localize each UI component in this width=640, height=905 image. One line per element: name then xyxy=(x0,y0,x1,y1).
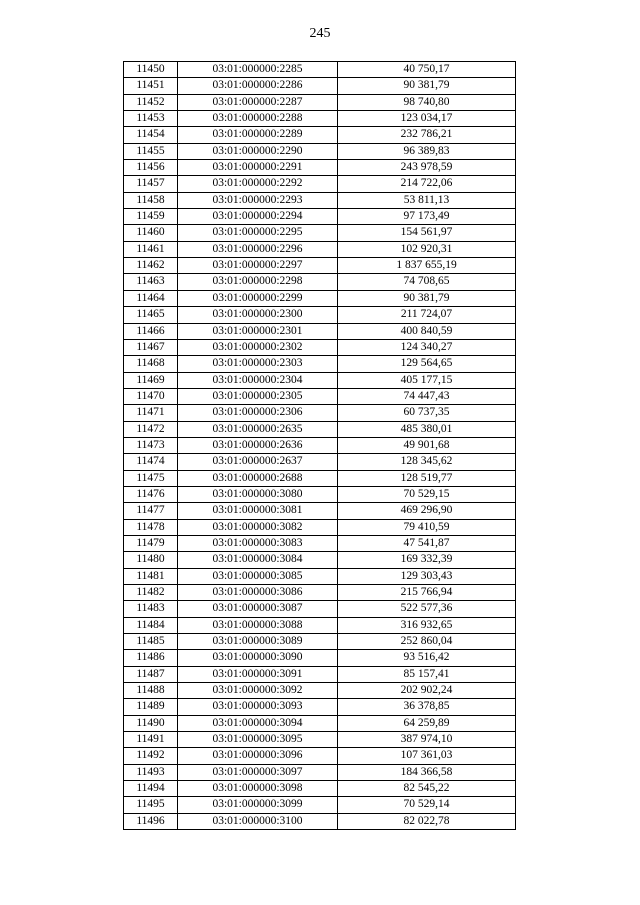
table-row xyxy=(124,535,516,551)
row-number-cell: 11495 xyxy=(124,797,178,813)
cadastral-number-cell: 03:01:000000:2306 xyxy=(178,405,338,421)
row-number-cell: 11488 xyxy=(124,683,178,699)
table-row xyxy=(124,715,516,731)
table-row xyxy=(124,274,516,290)
row-number-cell: 11478 xyxy=(124,519,178,535)
cadastral-value-cell: 184 366,58 xyxy=(338,764,516,780)
cadastral-number-cell: 03:01:000000:3100 xyxy=(178,813,338,829)
row-number-cell: 11462 xyxy=(124,258,178,274)
cadastral-number-cell: 03:01:000000:3096 xyxy=(178,748,338,764)
row-number-cell: 11484 xyxy=(124,617,178,633)
cadastral-value-cell: 252 860,04 xyxy=(338,634,516,650)
cadastral-number-cell: 03:01:000000:2294 xyxy=(178,209,338,225)
table-row xyxy=(124,127,516,143)
cadastral-value-cell: 79 410,59 xyxy=(338,519,516,535)
table-row xyxy=(124,732,516,748)
table-row xyxy=(124,650,516,666)
cadastral-value-cell: 1 837 655,19 xyxy=(338,258,516,274)
cadastral-value-cell: 96 389,83 xyxy=(338,143,516,159)
cadastral-value-cell: 60 737,35 xyxy=(338,405,516,421)
cadastral-value-cell: 485 380,01 xyxy=(338,421,516,437)
cadastral-value-cell: 202 902,24 xyxy=(338,683,516,699)
cadastral-number-cell: 03:01:000000:2636 xyxy=(178,437,338,453)
row-number-cell: 11452 xyxy=(124,94,178,110)
cadastral-number-cell: 03:01:000000:3086 xyxy=(178,585,338,601)
cadastral-number-cell: 03:01:000000:3082 xyxy=(178,519,338,535)
row-number-cell: 11457 xyxy=(124,176,178,192)
table-row xyxy=(124,62,516,78)
cadastral-value-cell: 128 345,62 xyxy=(338,454,516,470)
table-row xyxy=(124,405,516,421)
table-row xyxy=(124,160,516,176)
table-row xyxy=(124,192,516,208)
table-row xyxy=(124,176,516,192)
cadastral-value-cell: 98 740,80 xyxy=(338,94,516,110)
row-number-cell: 11460 xyxy=(124,225,178,241)
row-number-cell: 11456 xyxy=(124,160,178,176)
cadastral-number-cell: 03:01:000000:2295 xyxy=(178,225,338,241)
cadastral-number-cell: 03:01:000000:2288 xyxy=(178,111,338,127)
table-row xyxy=(124,634,516,650)
row-number-cell: 11483 xyxy=(124,601,178,617)
cadastral-value-cell: 211 724,07 xyxy=(338,307,516,323)
cadastral-value-cell: 74 447,43 xyxy=(338,388,516,404)
cadastral-number-cell: 03:01:000000:2301 xyxy=(178,323,338,339)
cadastral-value-cell: 82 545,22 xyxy=(338,781,516,797)
cadastral-number-cell: 03:01:000000:2286 xyxy=(178,78,338,94)
row-number-cell: 11485 xyxy=(124,634,178,650)
cadastral-number-cell: 03:01:000000:2291 xyxy=(178,160,338,176)
table-row xyxy=(124,258,516,274)
cadastral-number-cell: 03:01:000000:2688 xyxy=(178,470,338,486)
table-row xyxy=(124,617,516,633)
row-number-cell: 11493 xyxy=(124,764,178,780)
cadastral-value-cell: 214 722,06 xyxy=(338,176,516,192)
cadastral-value-cell: 90 381,79 xyxy=(338,78,516,94)
cadastral-number-cell: 03:01:000000:3099 xyxy=(178,797,338,813)
table-row xyxy=(124,568,516,584)
cadastral-value-cell: 70 529,15 xyxy=(338,486,516,502)
row-number-cell: 11469 xyxy=(124,372,178,388)
cadastral-number-cell: 03:01:000000:2296 xyxy=(178,241,338,257)
row-number-cell: 11451 xyxy=(124,78,178,94)
cadastral-number-cell: 03:01:000000:3090 xyxy=(178,650,338,666)
cadastral-value-cell: 49 901,68 xyxy=(338,437,516,453)
cadastral-number-cell: 03:01:000000:3083 xyxy=(178,535,338,551)
table-row xyxy=(124,748,516,764)
table-row xyxy=(124,601,516,617)
cadastral-value-cell: 129 564,65 xyxy=(338,356,516,372)
table-row xyxy=(124,666,516,682)
cadastral-number-cell: 03:01:000000:2302 xyxy=(178,339,338,355)
cadastral-value-cell: 215 766,94 xyxy=(338,585,516,601)
cadastral-value-cell: 128 519,77 xyxy=(338,470,516,486)
table-row xyxy=(124,470,516,486)
cadastral-value-cell: 169 332,39 xyxy=(338,552,516,568)
table-row xyxy=(124,225,516,241)
row-number-cell: 11477 xyxy=(124,503,178,519)
table-row xyxy=(124,486,516,502)
row-number-cell: 11476 xyxy=(124,486,178,502)
row-number-cell: 11459 xyxy=(124,209,178,225)
table-row xyxy=(124,764,516,780)
cadastral-number-cell: 03:01:000000:3080 xyxy=(178,486,338,502)
row-number-cell: 11455 xyxy=(124,143,178,159)
cadastral-number-cell: 03:01:000000:2305 xyxy=(178,388,338,404)
row-number-cell: 11461 xyxy=(124,241,178,257)
table-row xyxy=(124,388,516,404)
cadastral-number-cell: 03:01:000000:2304 xyxy=(178,372,338,388)
table-row xyxy=(124,813,516,829)
row-number-cell: 11489 xyxy=(124,699,178,715)
table-row xyxy=(124,781,516,797)
cadastral-number-cell: 03:01:000000:2298 xyxy=(178,274,338,290)
row-number-cell: 11458 xyxy=(124,192,178,208)
row-number-cell: 11450 xyxy=(124,62,178,78)
table-row xyxy=(124,78,516,94)
cadastral-value-cell: 123 034,17 xyxy=(338,111,516,127)
table-row xyxy=(124,585,516,601)
cadastral-number-cell: 03:01:000000:3094 xyxy=(178,715,338,731)
cadastral-number-cell: 03:01:000000:3092 xyxy=(178,683,338,699)
table-row xyxy=(124,372,516,388)
row-number-cell: 11482 xyxy=(124,585,178,601)
row-number-cell: 11470 xyxy=(124,388,178,404)
table-row xyxy=(124,503,516,519)
row-number-cell: 11494 xyxy=(124,781,178,797)
cadastral-value-cell: 405 177,15 xyxy=(338,372,516,388)
row-number-cell: 11480 xyxy=(124,552,178,568)
row-number-cell: 11491 xyxy=(124,732,178,748)
table-row xyxy=(124,241,516,257)
table-row xyxy=(124,356,516,372)
table-row xyxy=(124,290,516,306)
row-number-cell: 11474 xyxy=(124,454,178,470)
cadastral-value-cell: 102 920,31 xyxy=(338,241,516,257)
row-number-cell: 11463 xyxy=(124,274,178,290)
cadastral-number-cell: 03:01:000000:2292 xyxy=(178,176,338,192)
row-number-cell: 11479 xyxy=(124,535,178,551)
cadastral-value-cell: 243 978,59 xyxy=(338,160,516,176)
cadastral-value-cell: 469 296,90 xyxy=(338,503,516,519)
cadastral-value-cell: 400 840,59 xyxy=(338,323,516,339)
table-row xyxy=(124,519,516,535)
cadastral-value-cell: 36 378,85 xyxy=(338,699,516,715)
cadastral-number-cell: 03:01:000000:3095 xyxy=(178,732,338,748)
cadastral-value-cell: 74 708,65 xyxy=(338,274,516,290)
cadastral-number-cell: 03:01:000000:3089 xyxy=(178,634,338,650)
table-row xyxy=(124,339,516,355)
cadastral-value-cell: 93 516,42 xyxy=(338,650,516,666)
row-number-cell: 11490 xyxy=(124,715,178,731)
cadastral-number-cell: 03:01:000000:2289 xyxy=(178,127,338,143)
cadastral-number-cell: 03:01:000000:3085 xyxy=(178,568,338,584)
table-row xyxy=(124,454,516,470)
table-row xyxy=(124,94,516,110)
row-number-cell: 11481 xyxy=(124,568,178,584)
table-row xyxy=(124,307,516,323)
cadastral-number-cell: 03:01:000000:2303 xyxy=(178,356,338,372)
cadastral-number-cell: 03:01:000000:2635 xyxy=(178,421,338,437)
table-row xyxy=(124,209,516,225)
row-number-cell: 11486 xyxy=(124,650,178,666)
cadastral-value-cell: 316 932,65 xyxy=(338,617,516,633)
cadastral-value-cell: 387 974,10 xyxy=(338,732,516,748)
cadastral-value-cell: 90 381,79 xyxy=(338,290,516,306)
cadastral-number-cell: 03:01:000000:2293 xyxy=(178,192,338,208)
cadastral-value-cell: 53 811,13 xyxy=(338,192,516,208)
cadastral-number-cell: 03:01:000000:2285 xyxy=(178,62,338,78)
row-number-cell: 11467 xyxy=(124,339,178,355)
cadastral-value-cell: 124 340,27 xyxy=(338,339,516,355)
row-number-cell: 11466 xyxy=(124,323,178,339)
cadastral-value-cell: 129 303,43 xyxy=(338,568,516,584)
row-number-cell: 11465 xyxy=(124,307,178,323)
cadastral-number-cell: 03:01:000000:3081 xyxy=(178,503,338,519)
row-number-cell: 11473 xyxy=(124,437,178,453)
row-number-cell: 11453 xyxy=(124,111,178,127)
cadastral-value-cell: 154 561,97 xyxy=(338,225,516,241)
cadastral-number-cell: 03:01:000000:3093 xyxy=(178,699,338,715)
row-number-cell: 11464 xyxy=(124,290,178,306)
cadastral-value-cell: 232 786,21 xyxy=(338,127,516,143)
cadastral-number-cell: 03:01:000000:2290 xyxy=(178,143,338,159)
cadastral-value-cell: 85 157,41 xyxy=(338,666,516,682)
row-number-cell: 11468 xyxy=(124,356,178,372)
cadastral-value-cell: 40 750,17 xyxy=(338,62,516,78)
table-row xyxy=(124,437,516,453)
cadastral-number-cell: 03:01:000000:2637 xyxy=(178,454,338,470)
cadastral-number-cell: 03:01:000000:2287 xyxy=(178,94,338,110)
cadastral-number-cell: 03:01:000000:3097 xyxy=(178,764,338,780)
table-row xyxy=(124,797,516,813)
cadastral-value-cell: 64 259,89 xyxy=(338,715,516,731)
table-row xyxy=(124,111,516,127)
cadastral-number-cell: 03:01:000000:3087 xyxy=(178,601,338,617)
cadastral-number-cell: 03:01:000000:3088 xyxy=(178,617,338,633)
cadastral-value-cell: 47 541,87 xyxy=(338,535,516,551)
table-body xyxy=(124,62,516,830)
page-number: 245 xyxy=(309,26,331,41)
cadastral-value-table xyxy=(123,61,516,830)
table-row xyxy=(124,143,516,159)
cadastral-number-cell: 03:01:000000:2299 xyxy=(178,290,338,306)
cadastral-number-cell: 03:01:000000:3084 xyxy=(178,552,338,568)
cadastral-value-cell: 82 022,78 xyxy=(338,813,516,829)
cadastral-number-cell: 03:01:000000:3091 xyxy=(178,666,338,682)
table-row xyxy=(124,683,516,699)
row-number-cell: 11472 xyxy=(124,421,178,437)
row-number-cell: 11475 xyxy=(124,470,178,486)
row-number-cell: 11471 xyxy=(124,405,178,421)
row-number-cell: 11496 xyxy=(124,813,178,829)
cadastral-value-cell: 70 529,14 xyxy=(338,797,516,813)
row-number-cell: 11492 xyxy=(124,748,178,764)
table-row xyxy=(124,552,516,568)
row-number-cell: 11454 xyxy=(124,127,178,143)
table-row xyxy=(124,421,516,437)
cadastral-number-cell: 03:01:000000:2300 xyxy=(178,307,338,323)
row-number-cell: 11487 xyxy=(124,666,178,682)
table-row xyxy=(124,699,516,715)
cadastral-value-cell: 522 577,36 xyxy=(338,601,516,617)
cadastral-value-cell: 97 173,49 xyxy=(338,209,516,225)
cadastral-value-cell: 107 361,03 xyxy=(338,748,516,764)
cadastral-number-cell: 03:01:000000:2297 xyxy=(178,258,338,274)
cadastral-number-cell: 03:01:000000:3098 xyxy=(178,781,338,797)
table-row xyxy=(124,323,516,339)
